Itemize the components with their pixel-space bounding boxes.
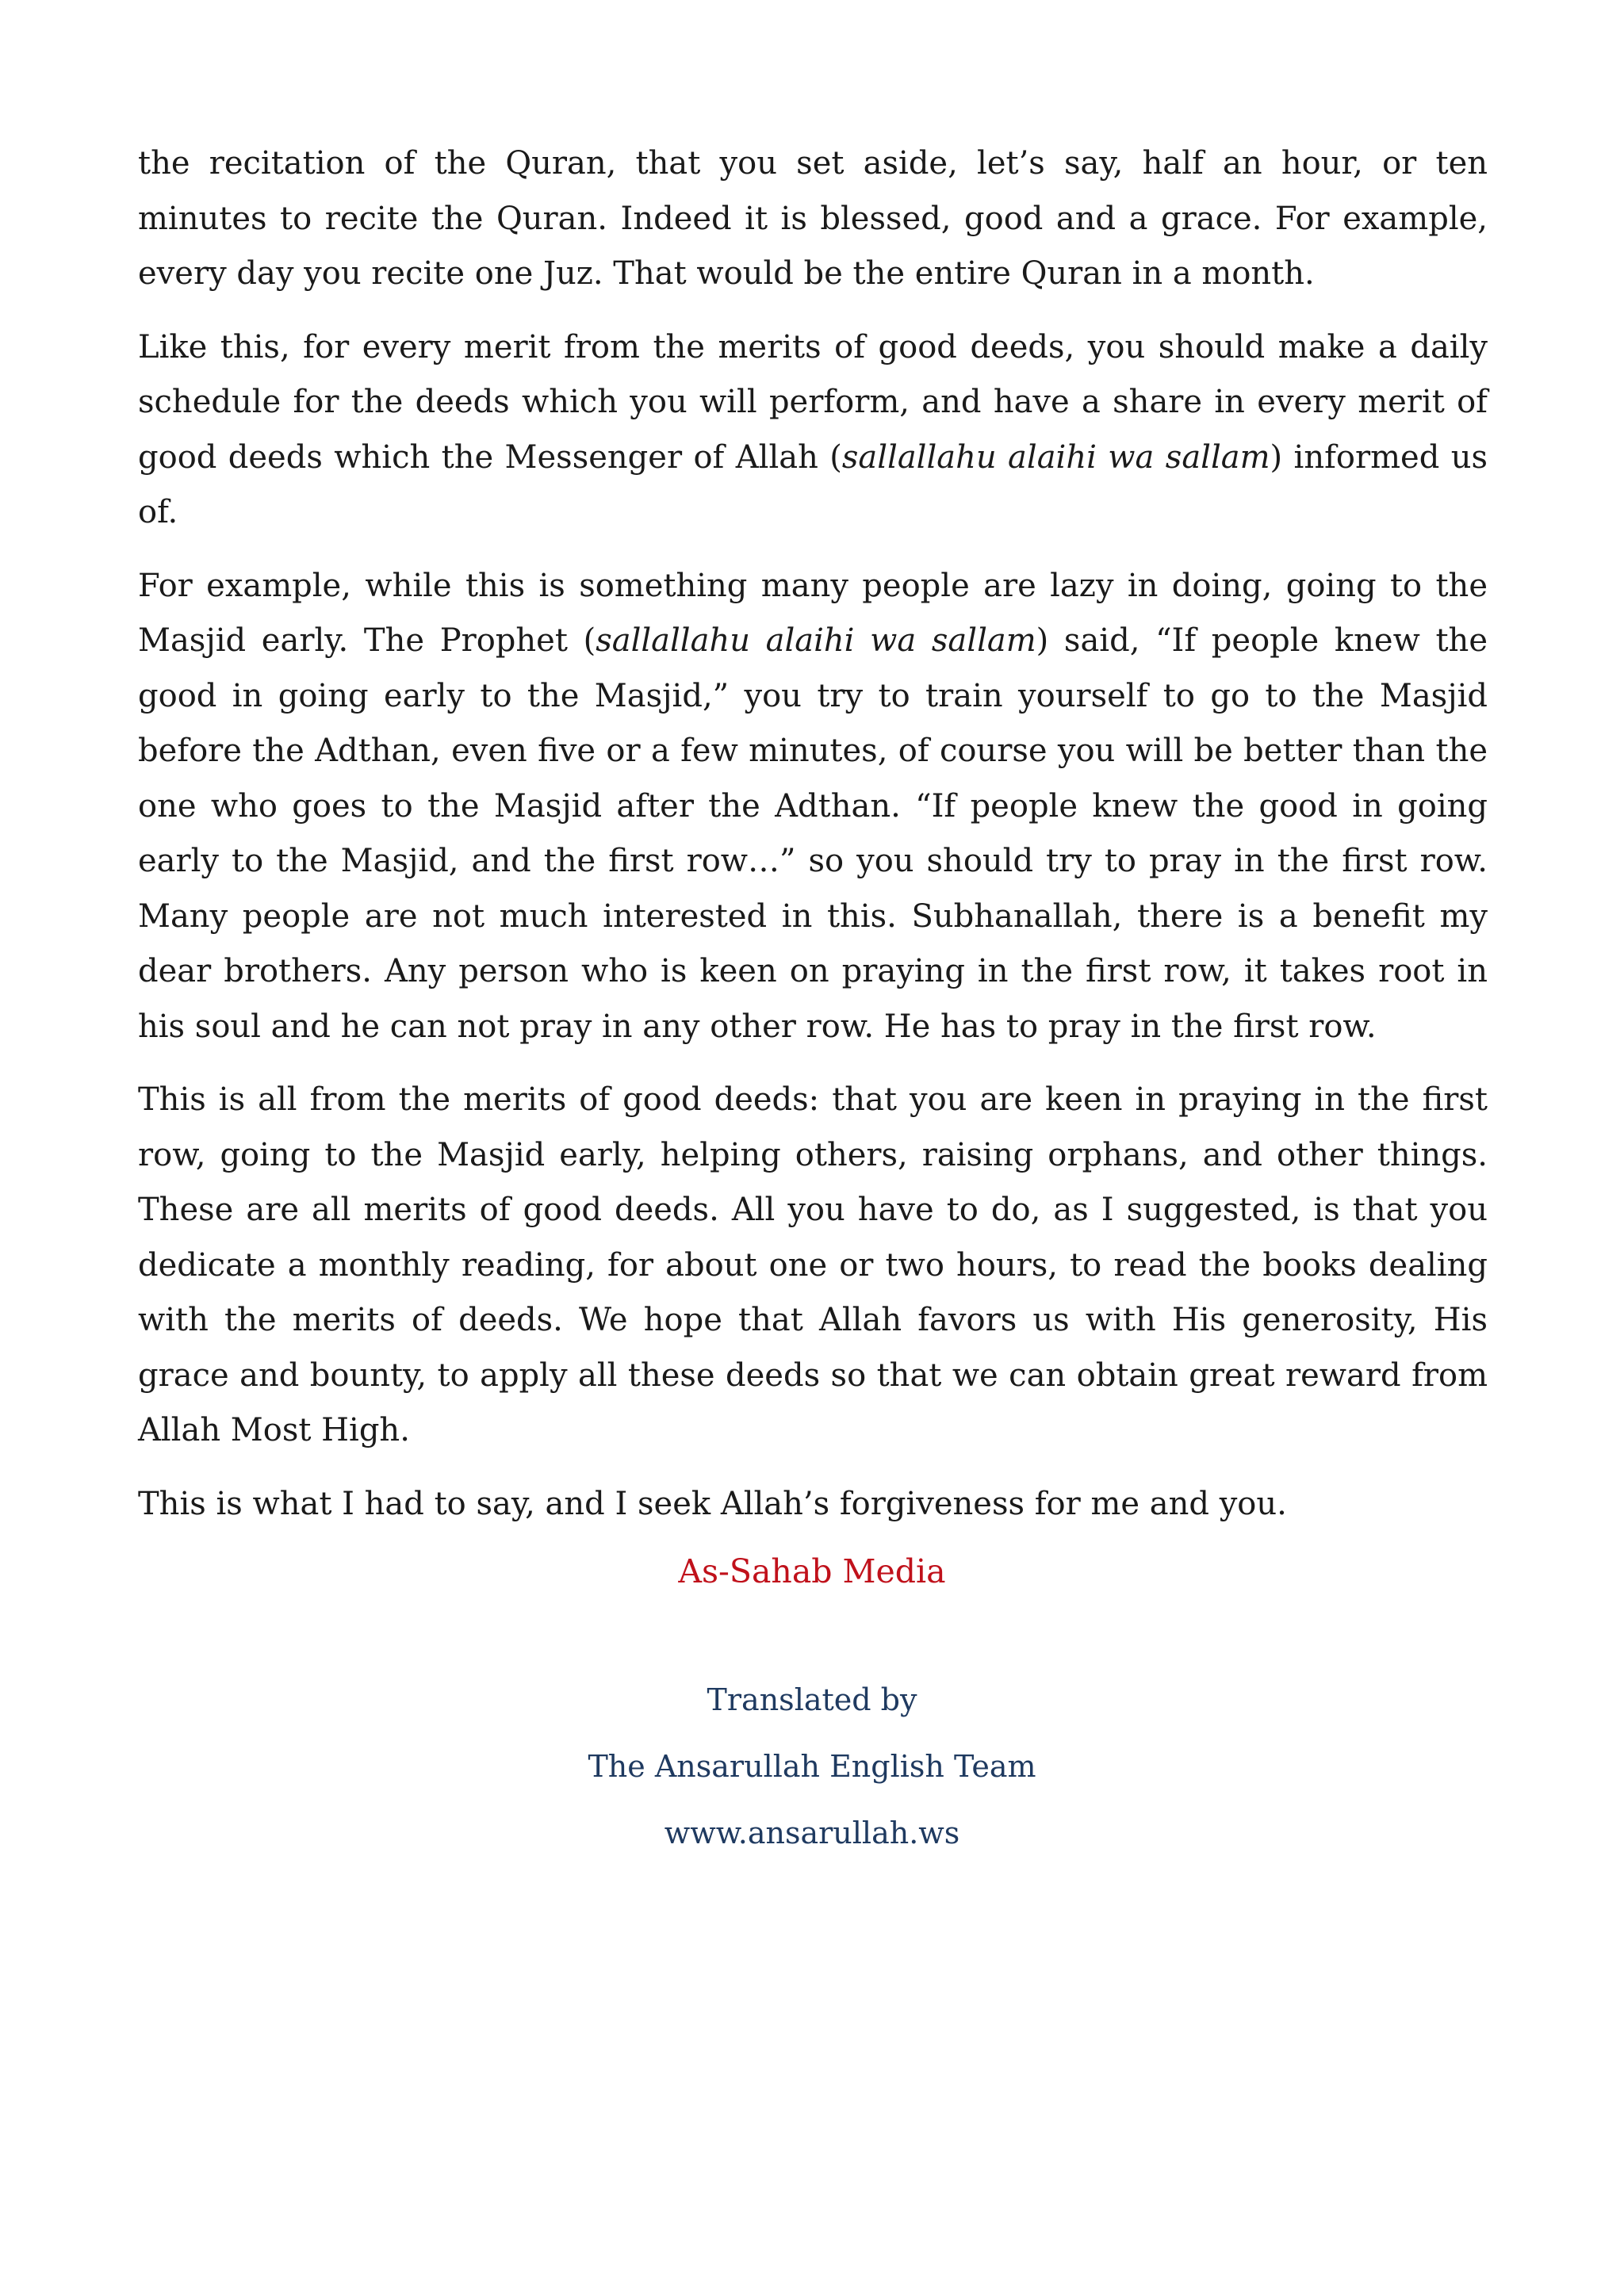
website-link[interactable]: www.ansarullah.ws bbox=[664, 1816, 960, 1850]
paragraph-text: This is all from the merits of good deeds: that you are keen in praying in the first row, going to the Masjid early, helping others, raising orphans, and other things. These are all merits of good deeds. All you have to do, as I suggested, is that you dedicate a monthly reading, for about one or two hours, to read the books dealing with the merits of deeds. We hope that Allah favors us with His generosity, His grace and bounty, to apply all these deeds so that we can obtain great reward from Allah Most High. bbox=[138, 1081, 1488, 1448]
paragraph-merits-summary bbox=[138, 1073, 1488, 1459]
paragraph-daily-schedule bbox=[138, 320, 1488, 541]
paragraph-text: For example, while this is something many people are lazy in doing, going to the Masjid early. The Prophet ( bbox=[138, 567, 1488, 659]
honorific-text: sallallahu alaihi wa sallam bbox=[596, 622, 1036, 659]
paragraph-quran-recitation bbox=[138, 136, 1488, 302]
paragraph-masjid-early bbox=[138, 559, 1488, 1055]
paragraph-text: ) said, “If people knew the good in going early to the Masjid,” you try to train yourself to go to the Masjid before the Adthan, even five or a few minutes, of course you will be better than the one who goes to the Masjid after the Adthan. “If people knew the good in going early to the Masjid, and the first row…” so you should try to pray in the first row. Many people are not much interested in this. Subhanallah, there is a benefit my dear brothers. Any person who is keen on praying in the first row, it takes root in his soul and he can not pray in any other row. He has to pray in the first row. bbox=[138, 622, 1488, 1045]
translation-team: The Ansarullah English Team bbox=[588, 1749, 1036, 1784]
paragraph-text: the recitation of the Quran, that you set aside, let’s say, half an hour, or ten minutes to recite the Quran. Indeed it is blessed, good and a grace. For example, every day you recite one Juz. That would be the entire Quran in a month. bbox=[138, 145, 1488, 292]
honorific-text: sallallahu alaihi wa sallam bbox=[841, 438, 1270, 476]
paragraph-text: ) informed us of. bbox=[138, 438, 1488, 530]
paragraph-closing bbox=[138, 1477, 1488, 1533]
publisher-name: As-Sahab Media bbox=[678, 1552, 946, 1590]
paragraph-text: This is what I had to say, and I seek Allah’s forgiveness for me and you. bbox=[138, 1485, 1287, 1522]
paragraph-text: Like this, for every merit from the merits of good deeds, you should make a daily schedule for the deeds which you will perform, and have a share in every merit of good deeds which the Messenger of Allah ( bbox=[138, 328, 1488, 476]
translated-by-label: Translated by bbox=[707, 1682, 917, 1717]
article-body bbox=[138, 136, 1488, 1550]
